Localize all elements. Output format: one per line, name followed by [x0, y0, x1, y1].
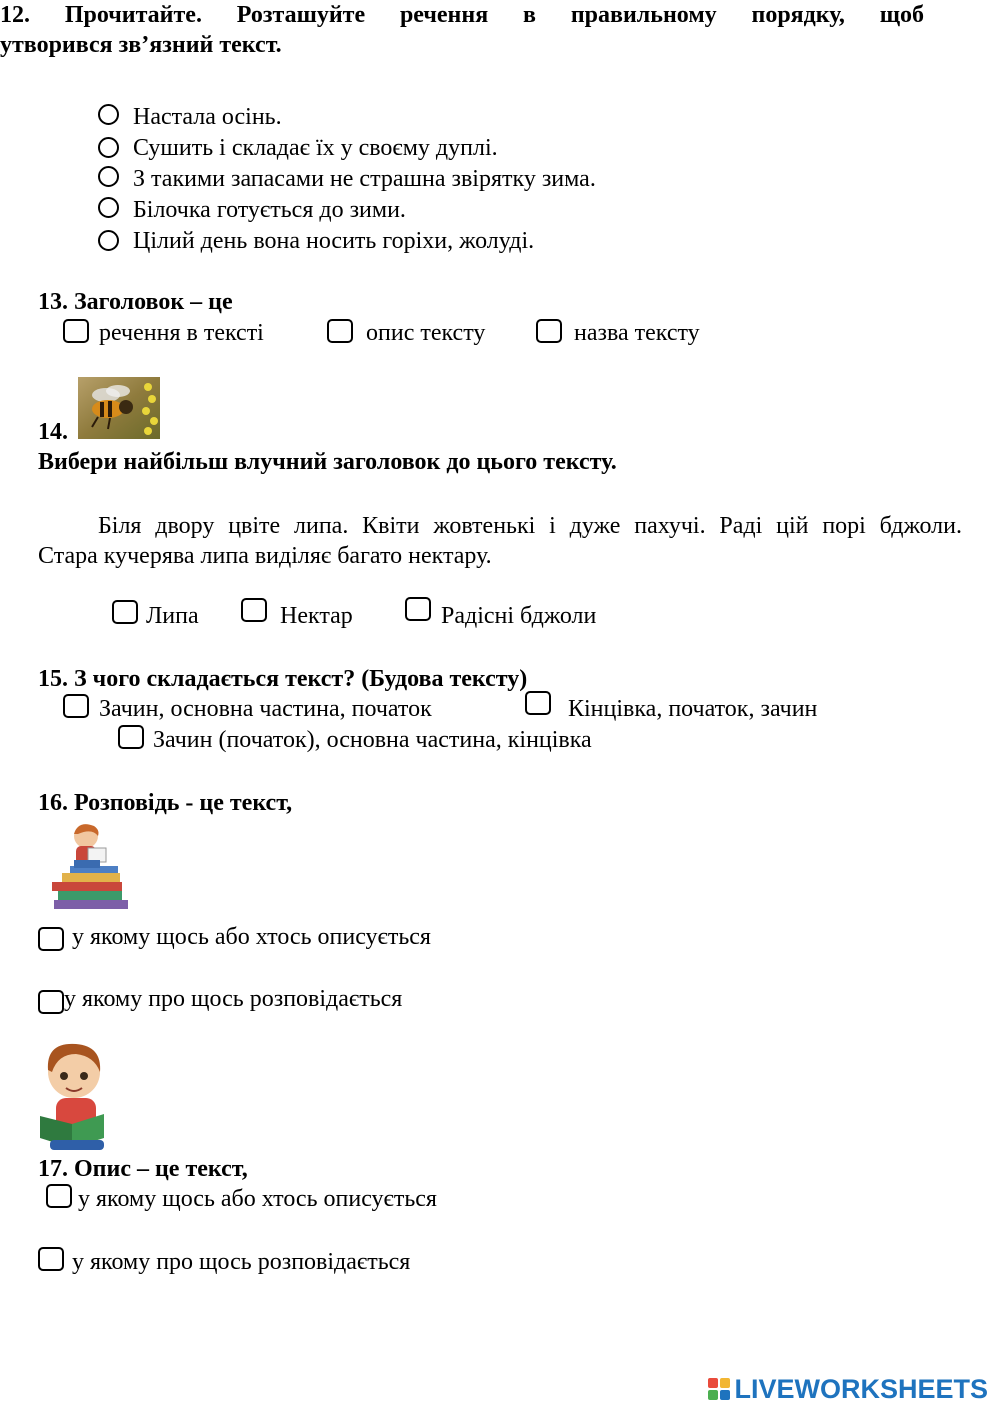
- q13-option-3: назва тексту: [574, 320, 700, 346]
- q14-text-line2: Стара кучерява липа виділяє багато нектару.: [38, 543, 492, 569]
- q12-option-label: Сушить і складає їх у своєму дуплі.: [133, 135, 498, 161]
- q15-checkbox-2[interactable]: [525, 691, 551, 715]
- q16-checkbox-1[interactable]: [38, 927, 64, 951]
- logo-text: LIVEWORKSHEETS: [734, 1373, 988, 1404]
- q17-checkbox-2[interactable]: [38, 1247, 64, 1271]
- q16-option-2: у якому про щось розповідається: [64, 986, 403, 1012]
- bee-icon: [78, 377, 160, 439]
- q14-number: 14.: [38, 419, 68, 445]
- q12-option-label: З такими запасами не страшна звірятку зима.: [133, 166, 596, 192]
- q15-checkbox-3[interactable]: [118, 725, 144, 749]
- radio-circle-icon[interactable]: [98, 166, 119, 187]
- radio-circle-icon[interactable]: [98, 104, 119, 125]
- q13-checkbox-2[interactable]: [327, 319, 353, 343]
- q13-option-2: опис тексту: [366, 320, 486, 346]
- q17-title: 17. Опис – це текст,: [38, 1156, 248, 1182]
- q14-checkbox-1[interactable]: [112, 600, 138, 624]
- logo-grid-icon: [708, 1378, 730, 1400]
- q15-checkbox-1[interactable]: [63, 694, 89, 718]
- boy-reading-book-icon: [36, 1040, 112, 1152]
- q14-option-2: Нектар: [280, 603, 353, 629]
- boy-reading-image: [36, 1040, 112, 1152]
- radio-circle-icon[interactable]: [98, 197, 119, 218]
- q13-title: 13. Заголовок – це: [38, 289, 233, 315]
- q17-checkbox-1[interactable]: [46, 1184, 72, 1208]
- q15-option-2: Кінцівка, початок, зачин: [568, 696, 818, 722]
- q13-checkbox-3[interactable]: [536, 319, 562, 343]
- boy-reading-on-books-icon: [48, 820, 134, 914]
- q15-option-3: Зачин (початок), основна частина, кінцівка: [153, 727, 592, 753]
- q14-title: Вибери найбільш влучний заголовок до цього тексту.: [38, 449, 617, 475]
- bee-image: [78, 377, 160, 439]
- q14-option-3: Радісні бджоли: [441, 603, 597, 629]
- radio-circle-icon[interactable]: [98, 230, 119, 251]
- q12-title-line1: 12. Прочитайте. Розташуйте речення в правильному порядку, щоб: [0, 2, 924, 28]
- q14-checkbox-3[interactable]: [405, 597, 431, 621]
- q17-option-1: у якому щось або хтось описується: [78, 1186, 437, 1212]
- liveworksheets-logo: [708, 1373, 988, 1404]
- radio-circle-icon[interactable]: [98, 137, 119, 158]
- q17-option-2: у якому про щось розповідається: [72, 1249, 411, 1275]
- q14-text-line1: Біля двору цвіте липа. Квіти жовтенькі і дуже пахучі. Раді цій порі бджоли.: [98, 513, 962, 539]
- q15-option-1: Зачин, основна частина, початок: [99, 696, 432, 722]
- q14-option-1: Липа: [146, 603, 199, 629]
- q12-option-label: Білочка готується до зими.: [133, 197, 406, 223]
- q12-title-line2: утворився зв’язний текст.: [0, 32, 282, 58]
- q12-option-label: Цілий день вона носить горіхи, жолуді.: [133, 228, 535, 254]
- q12-title: [0, 0, 924, 60]
- q14-text: [38, 511, 962, 571]
- q16-title: 16. Розповідь - це текст,: [38, 790, 293, 816]
- q12-option-label: Настала осінь.: [133, 104, 282, 130]
- boy-on-books-image: [48, 820, 134, 914]
- q16-checkbox-2[interactable]: [38, 990, 64, 1014]
- q13-checkbox-1[interactable]: [63, 319, 89, 343]
- q13-option-1: речення в тексті: [99, 320, 264, 346]
- q15-title: 15. З чого складається текст? (Будова тексту): [38, 666, 528, 692]
- q16-option-1: у якому щось або хтось описується: [72, 924, 431, 950]
- q14-checkbox-2[interactable]: [241, 598, 267, 622]
